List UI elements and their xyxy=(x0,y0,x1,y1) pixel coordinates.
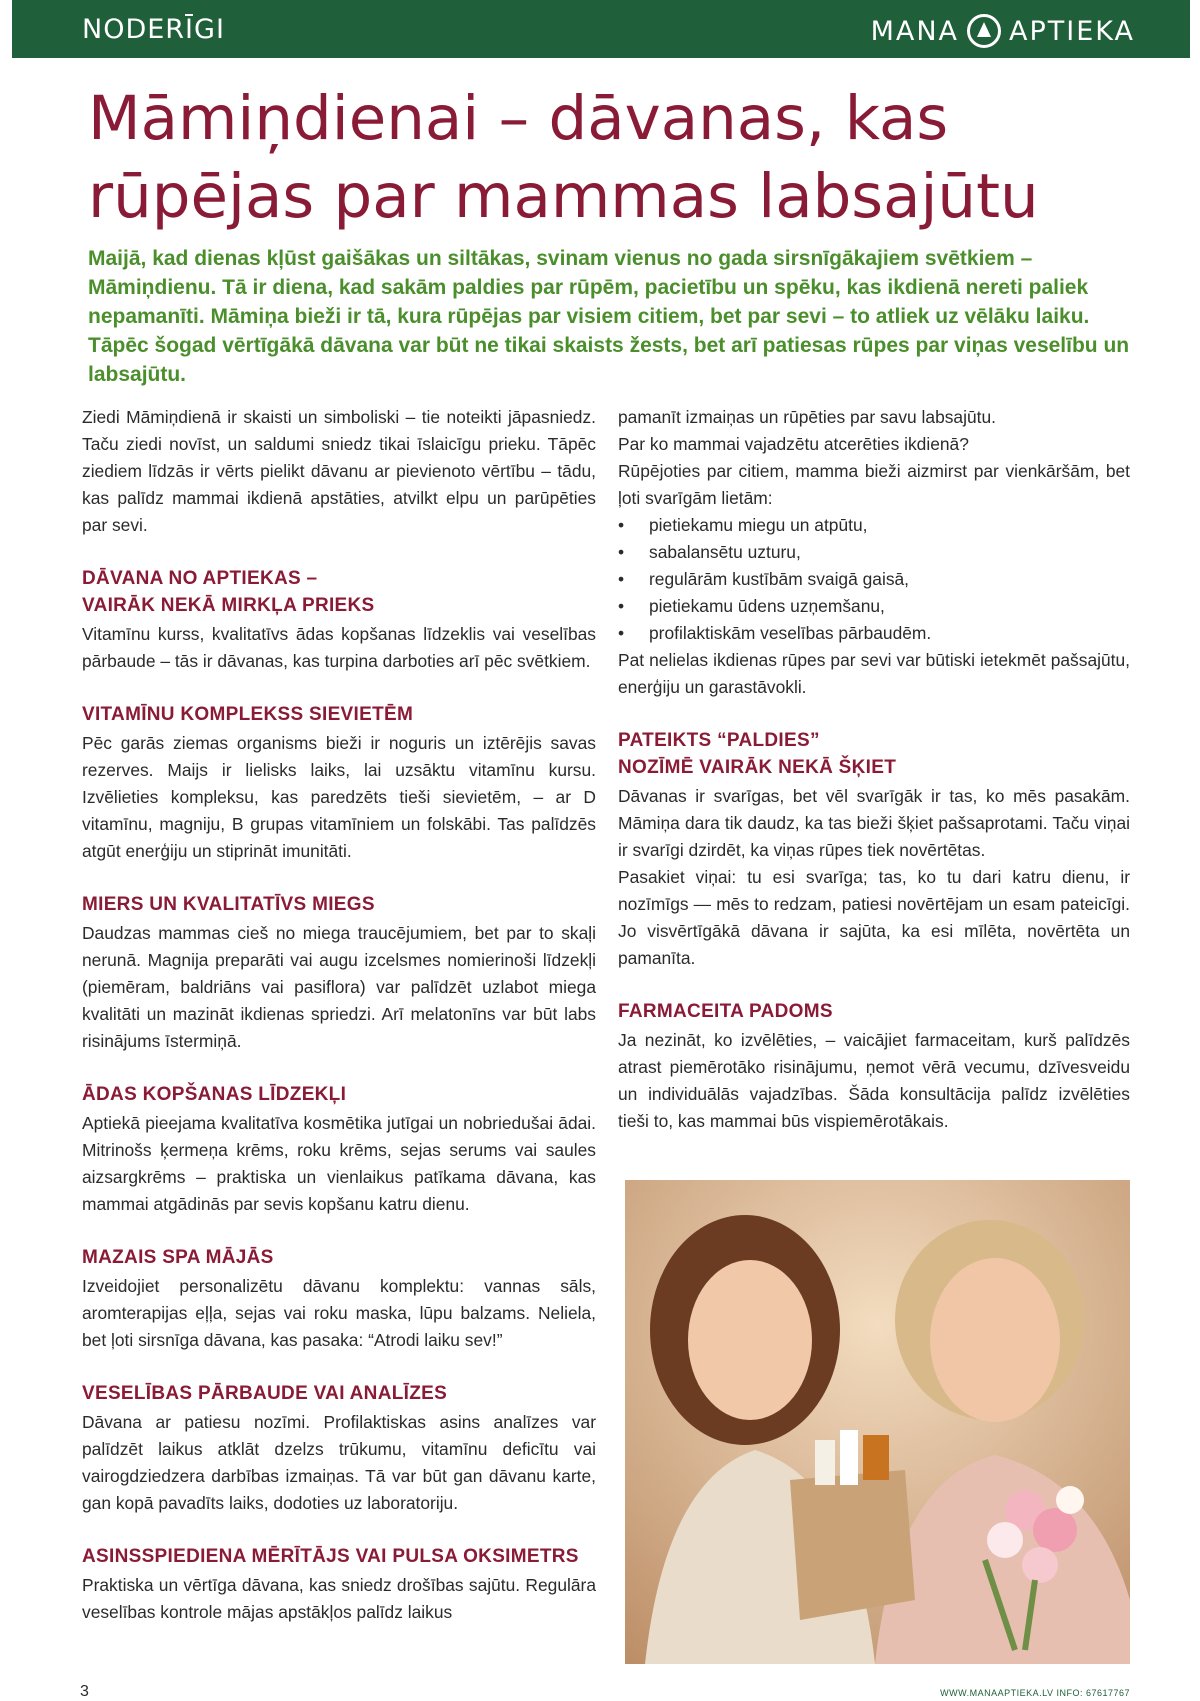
section-text: Daudzas mammas cieš no miega traucējumiem, bet par to skaļi nerunā. Magnija preparāti vai augu izcelsmes nomierinoši līdzekļi (piemēram, baldriāns vai pasiflora) var palīdzēt uzlabot miega kvalitāti un mazināt ikdienas spriedzi. Arī melatonīns var būt labs risinājums īstermiņā. xyxy=(82,923,596,1051)
article-title: Māmiņdienai – dāvanas, kas rūpējas par mammas labsajūtu xyxy=(88,83,1039,232)
page-number: 3 xyxy=(80,1683,89,1700)
continuation-text: pamanīt izmaiņas un rūpēties par savu labsajūtu. xyxy=(618,407,996,427)
section-heading: ĀDAS KOPŠANAS LĪDZEKĻI xyxy=(82,1084,347,1105)
list-outro: Pat nelielas ikdienas rūpes par sevi var būtiski ietekmēt pašsajūtu, enerģiju un garastāvokli. xyxy=(618,650,1130,697)
heading-line: PATEIKTS “PALDIES” xyxy=(618,730,820,751)
article-lead: Maijā, kad dienas kļūst gaišākas un siltākas, svinam vienus no gada sirsnīgākajiem svētkiem – Māmiņdienu. Tā ir diena, kad sakām paldies par rūpēm, pacietību un spēku, kas ikdienā nereti paliek nepamanīti. Māmiņa bieži ir tā, kura rūpējas par visiem citiem, bet par sevi – to atliek uz vēlāku laiku. Tāpēc šogad vērtīgākā dāvana var būt ne tikai skaists žests, bet arī patiesas rūpes par viņas veselību un labsajūtu. xyxy=(88,247,1130,386)
right-column xyxy=(618,404,1130,1135)
footer-info[interactable]: WWW.MANAAPTIEKA.LV INFO: 67617767 xyxy=(940,1688,1130,1698)
brand-name-right: APTIEKA xyxy=(1009,15,1135,47)
flower xyxy=(1033,1508,1077,1552)
flower xyxy=(987,1522,1023,1558)
section-text: Pasakiet viņai: tu esi svarīga; tas, ko tu dari katru dienu, ir nozīmīgs — mēs to redzam, patiesi novērtējam un esam pateicīgi. Jo visvērtīgākā dāvana ir sajūta, ka esi mīlēta, novērtēta un pamanīta. xyxy=(618,867,1130,968)
flower xyxy=(1022,1547,1058,1583)
list-intro: Rūpējoties par citiem, mamma bieži aizmirst par vienkāršām, bet ļoti svarīgām lietām: xyxy=(618,461,1130,508)
list-item: • sabalansētu uzturu, xyxy=(618,539,1130,566)
list-item: • profilaktiskām veselības pārbaudēm. xyxy=(618,620,1130,647)
section-text: Dāvanas ir svarīgas, bet vēl svarīgāk ir tas, ko mēs pasakām. Māmiņa dara tik daudz, ka tas bieži šķiet pašsaprotami. Taču viņai ir svarīgi dzirdēt, ka viņas rūpes tiek novērtētas. xyxy=(618,786,1130,860)
question-text: Par ko mammai vajadzētu atcerēties ikdienā? xyxy=(618,434,969,454)
brand-emblem-icon xyxy=(967,14,1001,48)
header-bar xyxy=(12,0,1190,58)
section-heading xyxy=(82,565,596,619)
section-text: Aptiekā pieejama kvalitatīva kosmētika jutīgai un nobriedušai ādai. Mitrinošs ķermeņa krēms, roku krēms, sejas serums vai saules aizsargkrēms – praktiska un vienlaikus patīkama dāvana, kas mammai atgādinās par sevis kopšanu katru dienu. xyxy=(82,1113,596,1214)
product-bottle xyxy=(840,1430,858,1485)
section-heading xyxy=(618,727,1130,781)
section-heading: MAZAIS SPA MĀJĀS xyxy=(82,1247,274,1268)
list-item: • pietiekamu ūdens uzņemšanu, xyxy=(618,593,1130,620)
section-text: Praktiska un vērtīga dāvana, kas sniedz drošības sajūtu. Regulāra veselības kontrole mājas apstākļos palīdz laikus xyxy=(82,1575,596,1622)
section-label: NODERĪGI xyxy=(82,14,225,45)
section-text: Izveidojiet personalizētu dāvanu komplektu: vannas sāls, aromterapijas eļļa, sejas vai roku maska, lūpu balzams. Neliela, bet ļoti sirsnīga dāvana, kas pasaka: “Atrodi laiku sev!” xyxy=(82,1276,596,1350)
section-text: Dāvana ar patiesu nozīmi. Profilaktiskas asins analīzes var palīdzēt laikus atklāt dzelzs trūkumu, vitamīnu deficītu vai vairogdziedzera darbības izmaiņas. Tā var būt gan dāvanu karte, gan kopā pavadīts laiks, dodoties uz laboratoriju. xyxy=(82,1412,596,1513)
product-jar xyxy=(863,1435,889,1480)
list-item: • pietiekamu miegu un atpūtu, xyxy=(618,512,1130,539)
section-text: Ja nezināt, ko izvēlēties, – vaicājiet farmaceitam, kurš palīdzēs atrast piemērotāko risinājumu, ņemot vērā vecumu, dzīvesveidu un individuālās vajadzības. Šāda konsultācija palīdz izvēlēties tieši to, kas mammai būs vispiemērotākais. xyxy=(618,1030,1130,1131)
flower xyxy=(1056,1486,1084,1514)
section-text: Pēc garās ziemas organisms bieži ir noguris un iztērējis savas rezerves. Maijs ir lielisks laiks, lai uzsāktu vitamīnu kursu. Izvēlieties kompleksu, kas paredzēts tieši sievietēm, – ar D vitamīnu, magniju, B grupas vitamīniem un folskābi. Tas palīdzēs atgūt enerģiju un stiprināt imunitāti. xyxy=(82,733,596,861)
intro-paragraph: Ziedi Māmiņdienā ir skaisti un simboliski – tie noteikti jāpasniedz. Taču ziedi novīst, un saldumi sniedz tikai īslaicīgu prieku. Tāpēc ziediem līdzās ir vērts pielikt dāvanu ar pievienoto vērtību – tādu, kas palīdz mammai ikdienā apstāties, atvilkt elpu un parūpēties par sevi. xyxy=(82,407,596,535)
product-bottle xyxy=(815,1440,835,1485)
heading-line: VAIRĀK NEKĀ MIRKĻA PRIEKS xyxy=(82,595,375,616)
section-heading: ASINSSPIEDIENA MĒRĪTĀJS VAI PULSA OKSIMETRS xyxy=(82,1546,579,1567)
heading-line: DĀVANA NO APTIEKAS – xyxy=(82,568,318,589)
brand-name-left: MANA xyxy=(870,15,960,47)
mother-daughter-photo xyxy=(625,1180,1130,1664)
photo-illustration xyxy=(625,1180,1130,1664)
list-item: • regulārām kustībām svaigā gaisā, xyxy=(618,566,1130,593)
section-text: Vitamīnu kurss, kvalitatīvs ādas kopšanas līdzeklis vai veselības pārbaude – tās ir dāvanas, kas turpina darboties arī pēc svētkiem. xyxy=(82,624,596,671)
left-column xyxy=(82,404,596,1626)
heading-line: NOZĪMĒ VAIRĀK NEKĀ ŠĶIET xyxy=(618,757,897,778)
daughter-face xyxy=(688,1260,812,1420)
gift-bag xyxy=(790,1470,915,1620)
brand-logo[interactable] xyxy=(871,14,1135,48)
mother-face xyxy=(930,1258,1060,1422)
tips-list xyxy=(618,512,1130,647)
section-heading: VITAMĪNU KOMPLEKSS SIEVIETĒM xyxy=(82,704,414,725)
section-heading: FARMACEITA PADOMS xyxy=(618,1001,833,1022)
section-heading: MIERS UN KVALITATĪVS MIEGS xyxy=(82,894,375,915)
section-heading: VESELĪBAS PĀRBAUDE VAI ANALĪZES xyxy=(82,1383,448,1404)
